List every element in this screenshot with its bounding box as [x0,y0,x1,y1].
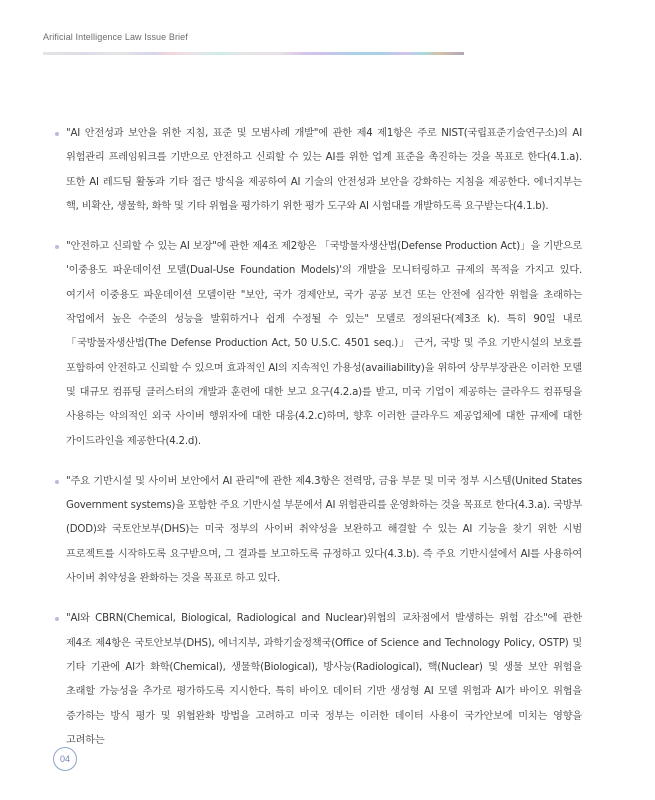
bullet-dot-icon [55,245,59,249]
page-number-badge: 04 [53,747,77,771]
document-header-title: Arificial Intelligence Law Issue Brief [43,32,188,42]
bullet-paragraph [66,122,582,219]
bullet-dot-icon [55,480,59,484]
bullet-text: "AI와 CBRN(Chemical, Biological, Radiological and Nuclear)위협의 교차점에서 발생하는 위험 감소"에 관한 제4조 제4항은 국토안보부(DHS), 에너지부, 과학기술정책국(Office of Science and Technology Policy, OSTP) 및 기타 기관에 AI가 화학(Chemical), 생물학(Biological), 방사능(Radiological), 핵(Nuclear) 및 생물 보안 위험을 초래할 가능성을 추가로 평가하도록 지시한다. 특히 바이오 데이터 기반 생성형 AI 모델 위험과 AI가 바이오 위협을 증가하는 방식 평가 및 위협완화 방법을 고려하고 미국 정부는 이러한 데이터 사용이 국가안보에 미치는 영향을 고려하는 [66,613,582,746]
header-accent-bar [43,52,464,55]
bullet-paragraph [66,235,582,454]
bullet-text: "주요 기반시설 및 사이버 보안에서 AI 관리"에 관한 제4.3항은 전력망, 금융 부문 및 미국 정부 시스템(United States Government systems)을 포함한 주요 기반시설 부문에서 AI 위험관리를 운영화하는 것을 목표로 한다(4.3.a). 국방부(DOD)와 국토안보부(DHS)는 미국 정부의 사이버 취약성을 보완하고 해결할 수 있는 AI 기능을 찾기 위한 시범 프로젝트를 시작하도록 요구받으며, 그 결과를 보고하도록 규정하고 있다(4.3.b). 즉 주요 기반시설에서 AI를 사용하여 사이버 취약성을 완화하는 것을 목표로 하고 있다. [66,475,582,585]
bullet-dot-icon [55,132,59,136]
bullet-paragraph [66,470,582,591]
bullet-paragraph [66,607,582,753]
document-body [66,122,582,769]
bullet-text: "AI 안전성과 보안을 위한 지침, 표준 및 모범사례 개발"에 관한 제4 제1항은 주로 NIST(국립표준기술연구소)의 AI 위험관리 프레임워크를 기반으로 안전하고 신뢰할 수 있는 AI를 위한 업계 표준을 촉진하는 것을 목표로 한다(4.1.a). 또한 AI 레드팀 활동과 기타 접근 방식을 제공하여 AI 기술의 안전성과 보안을 강화하는 지침을 제공한다. 에너지부는 핵, 비확산, 생물학, 화학 및 기타 위협을 평가하기 위한 평가 도구와 AI 시험대를 개발하도록 요구받는다(4.1.b). [66,128,582,212]
bullet-dot-icon [55,617,59,621]
bullet-text: "안전하고 신뢰할 수 있는 AI 보장"에 관한 제4조 제2항은 「국방물자생산법(Defense Production Act)」을 기반으로 '이중용도 파운데이션 모델(Dual-Use Foundation Models)'의 개발을 모니터링하고 규제의 목적을 가지고 있다. 여기서 이중용도 파운데이션 모델이란 "보안, 국가 경제안보, 국가 공공 보건 또는 안전에 심각한 위험을 초래하는 작업에서 높은 수준의 성능을 발휘하거나 쉽게 수정될 수 있는" 모델로 정의된다(제3조 k). 특히 90일 내로 「국방물자생산법(The Defense Production Act, 50 U.S.C. 4501 seq.)」 근거, 국방 및 주요 기반시설의 보호를 포함하여 안전하고 신뢰할 수 있으며 효과적인 AI의 지속적인 가용성(availiability)을 위하여 상무부장관은 이러한 모델 및 대규모 컴퓨팅 클러스터의 개발과 훈련에 대한 보고 요구(4.2.a)를 받고, 미국 기업이 제공하는 클라우드 컴퓨팅을 사용하는 악의적인 외국 사이버 행위자에 대한 대응(4.2.c)하며, 향후 이러한 클라우드 제공업체에 대한 규제에 대한 가이드라인을 제공한다(4.2.d). [66,241,582,447]
